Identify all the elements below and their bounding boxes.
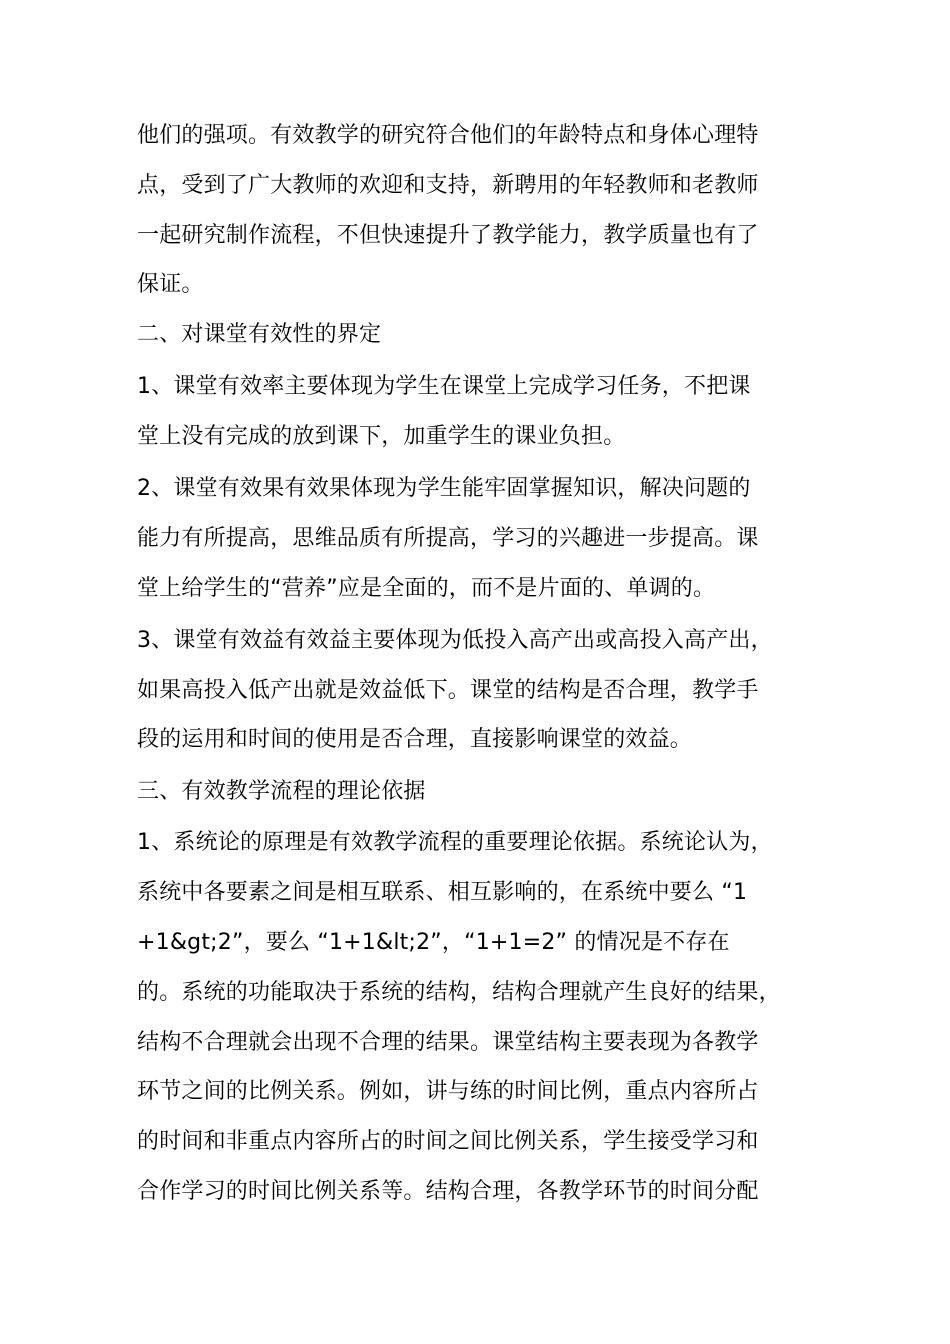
text-line: 结构不合理就会出现不合理的结果。课堂结构主要表现为各教学: [137, 1030, 759, 1055]
text-line: 合作学习的时间比例关系等。结构合理，各教学环节的时间分配: [137, 1179, 759, 1204]
text-line: 1、系统论的原理是有效教学流程的重要理论依据。系统论认为，: [137, 830, 773, 855]
text-line: +1&gt;2”，要么 “1+1&lt;2”，“1+1=2” 的情况是不存在: [137, 930, 730, 955]
text-line: 1、课堂有效率主要体现为学生在课堂上完成学习任务，不把课: [137, 374, 751, 399]
text-line: 如果高投入低产出就是效益低下。课堂的结构是否合理，教学手: [137, 678, 759, 703]
text-line: 的。系统的功能取决于系统的结构，结构合理就产生良好的结果，: [137, 980, 781, 1005]
text-line: 系统中各要素之间是相互联系、相互影响的，在系统中要么 “1: [137, 880, 748, 905]
section-heading: 三、有效教学流程的理论依据: [137, 779, 426, 804]
text-line: 段的运用和时间的使用是否合理，直接影响课堂的效益。: [137, 727, 693, 752]
text-line: 2、课堂有效果有效果体现为学生能牢固掌握知识，解决问题的: [137, 476, 751, 501]
text-line: 的时间和非重点内容所占的时间之间比例关系，学生接受学习和: [137, 1129, 759, 1154]
text-line: 他们的强项。有效教学的研究符合他们的年龄特点和身体心理特: [137, 123, 759, 148]
text-line: 保证。: [137, 272, 204, 297]
text-line: 堂上没有完成的放到课下，加重学生的课业负担。: [137, 424, 626, 449]
text-line: 环节之间的比例关系。例如，讲与练的时间比例，重点内容所占: [137, 1079, 759, 1104]
text-line: 点，受到了广大教师的欢迎和支持，新聘用的年轻教师和老教师: [137, 173, 759, 198]
section-heading: 二、对课堂有效性的界定: [137, 322, 382, 347]
text-line: 能力有所提高，思维品质有所提高，学习的兴趣进一步提高。课: [137, 526, 759, 551]
text-line: 一起研究制作流程，不但快速提升了教学能力，教学质量也有了: [137, 223, 759, 248]
text-line: 3、课堂有效益有效益主要体现为低投入高产出或高投入高产出，: [137, 628, 773, 653]
text-line: 堂上给学生的“营养”应是全面的，而不是片面的、单调的。: [137, 576, 716, 601]
